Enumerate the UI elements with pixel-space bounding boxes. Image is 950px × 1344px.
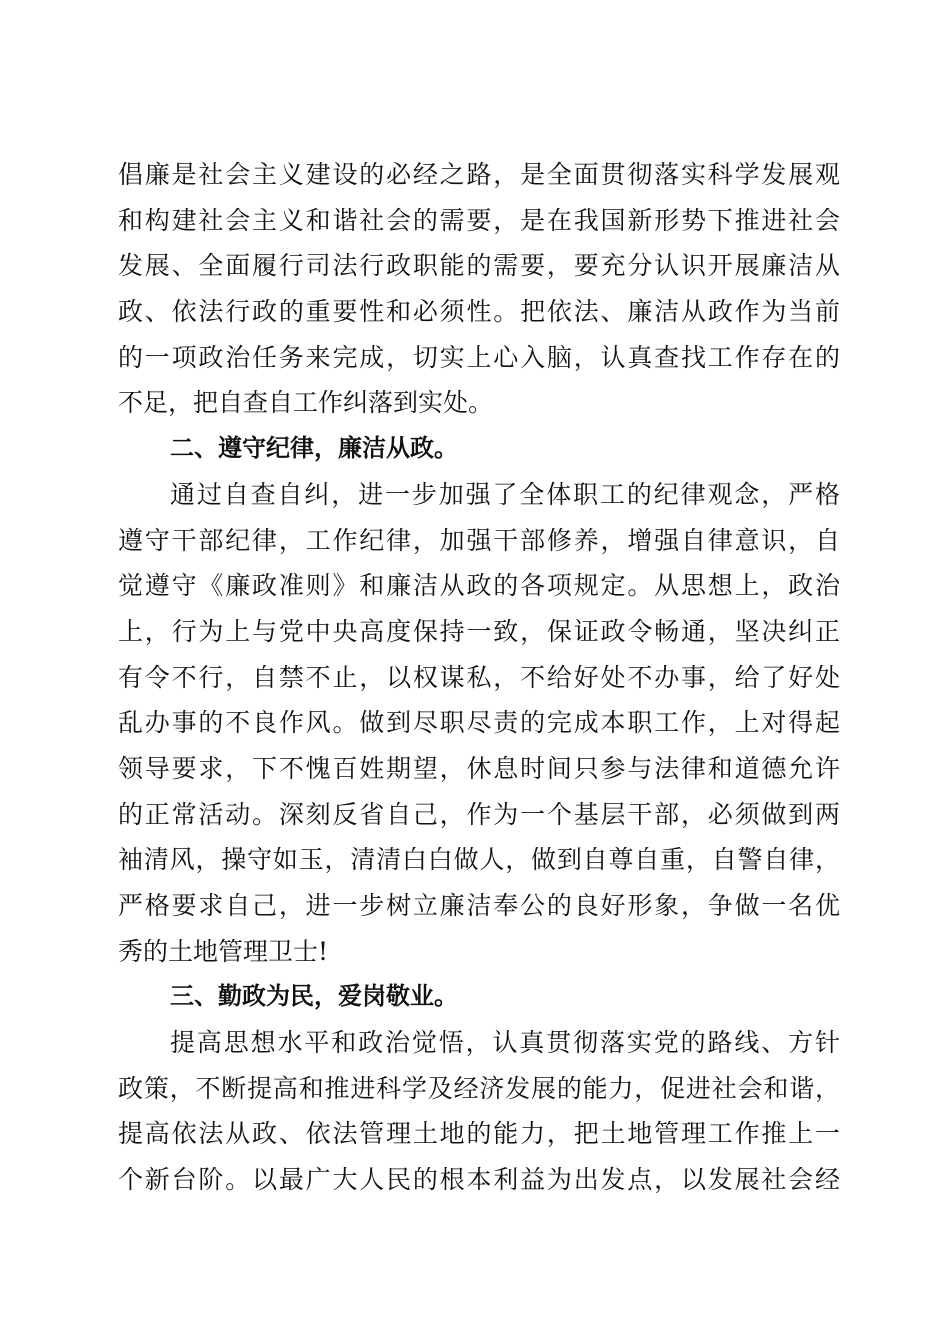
paragraph-3 xyxy=(118,1020,840,1203)
text-line: 发展、全面履行司法行政职能的需要，要充分认识开展廉洁从 xyxy=(118,251,840,281)
text-line: 的一项政治任务来完成，切实上心入脑，认真查找工作存在的 xyxy=(118,342,840,372)
text-line: 倡廉是社会主义建设的必经之路，是全面贯彻落实科学发展观 xyxy=(118,160,840,189)
text-line: 和构建社会主义和谐社会的需要，是在我国新形势下推进社会 xyxy=(118,205,840,235)
text-line: 遵守干部纪律，工作纪律，加强干部修养，增强自律意识，自 xyxy=(118,525,840,555)
text-line: 严格要求自己，进一步树立廉洁奉公的良好形象，争做一名优 xyxy=(118,891,840,920)
text-line: 政、依法行政的重要性和必须性。把依法、廉洁从政作为当前 xyxy=(118,297,840,327)
text-line: 秀的土地管理卫士! xyxy=(118,936,329,966)
text-line: 有令不行，自禁不止，以权谋私，不给好处不办事，给了好处 xyxy=(118,662,840,692)
text-line: 提高思想水平和政治觉悟，认真贯彻落实党的路线、方针 xyxy=(170,1028,840,1058)
text-line: 提高依法从政、依法管理土地的能力，把土地管理工作推上一 xyxy=(118,1119,840,1149)
text-line: 领导要求，下不愧百姓期望，休息时间只参与法律和道德允许 xyxy=(118,753,840,783)
paragraph-1 xyxy=(118,152,840,426)
section-heading-2: 二、遵守纪律，廉洁从政。 xyxy=(170,434,458,463)
text-line: 政策，不断提高和推进科学及经济发展的能力，促进社会和谐， xyxy=(118,1073,840,1103)
text-line: 不足，把自查自工作纠落到实处。 xyxy=(118,388,494,418)
document-body xyxy=(118,152,840,1203)
text-line: 袖清风，操守如玉，清清白白做人，做到自尊自重，自警自律， xyxy=(118,845,840,875)
section-heading-3: 三、勤政为民，爱岗敬业。 xyxy=(170,982,458,1011)
text-line: 觉遵守《廉政准则》和廉洁从政的各项规定。从思想上，政治 xyxy=(118,571,840,601)
text-line: 通过自查自纠，进一步加强了全体职工的纪律观念，严格 xyxy=(170,479,840,509)
text-line: 个新台阶。以最广大人民的根本利益为出发点，以发展社会经 xyxy=(118,1165,840,1195)
text-line: 乱办事的不良作风。做到尽职尽责的完成本职工作，上对得起 xyxy=(118,708,840,738)
text-line: 上，行为上与党中央高度保持一致，保证政令畅通，坚决纠正 xyxy=(118,616,840,646)
paragraph-2 xyxy=(118,472,840,975)
text-line: 的正常活动。深刻反省自己，作为一个基层干部，必须做到两 xyxy=(118,799,840,829)
